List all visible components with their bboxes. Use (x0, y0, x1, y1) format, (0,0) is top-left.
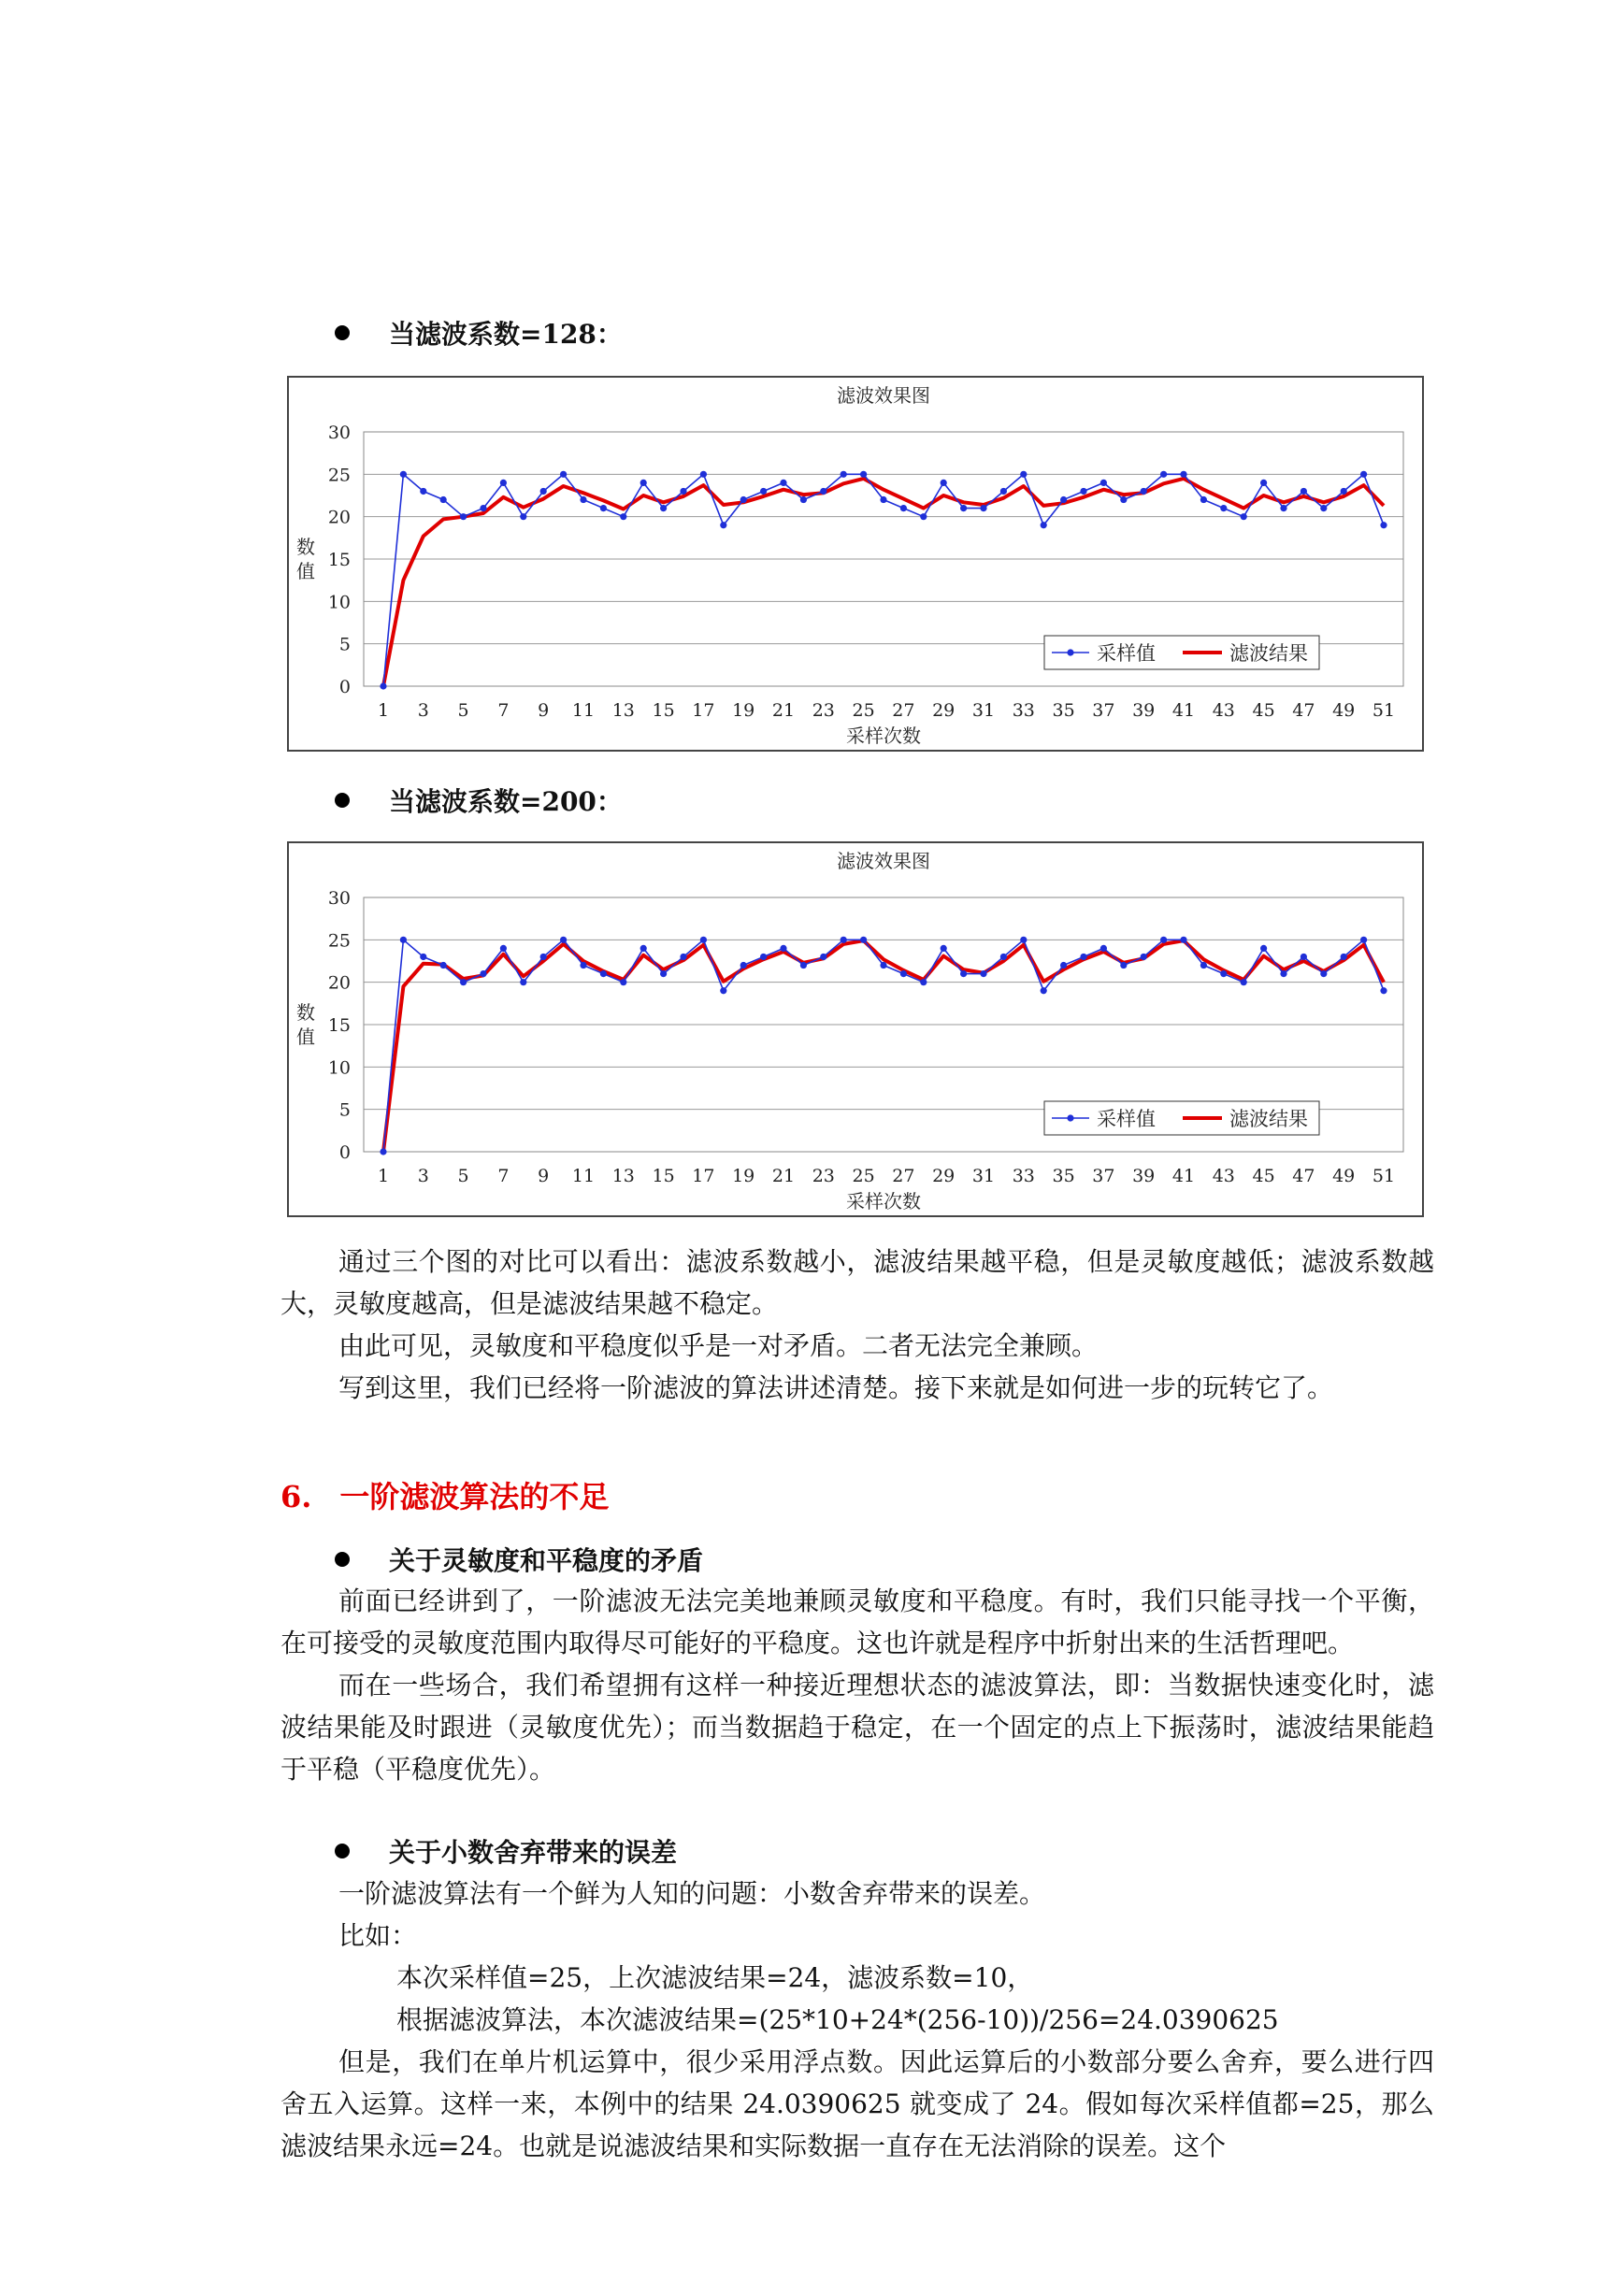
sample-point (680, 954, 686, 960)
paragraph: 但是，我们在单片机运算中，很少采用浮点数。因此运算后的小数部分要么舍弃，要么进行四舍五入运算。这样一来，本例中的结果 24.0390625 就变成了 24。假如每次采样值都=25，那么滤波结果永远=24。也就是说滤波结果和实际数据一直存在无法消除的误差。这个 (280, 2046, 1434, 2161)
x-tick-label: 35 (1052, 700, 1075, 721)
comparison-text (280, 1241, 1434, 1409)
sensitivity-text (280, 1580, 1434, 1790)
sample-point (1160, 471, 1167, 478)
sample-point (941, 480, 947, 486)
sample-point (1280, 505, 1286, 511)
sample-point (740, 496, 747, 503)
y-tick-label: 25 (327, 465, 351, 486)
sample-point (600, 505, 607, 511)
y-tick-label: 0 (338, 677, 351, 697)
sample-point (1301, 488, 1307, 495)
sample-point (1241, 979, 1247, 985)
sample-point (580, 962, 586, 969)
sample-point (1000, 488, 1007, 495)
x-tick-label: 37 (1092, 700, 1115, 721)
y-axis-label: 值 (296, 1026, 315, 1048)
sample-point (1080, 488, 1086, 495)
x-axis-label: 采样次数 (846, 1190, 921, 1213)
sample-point (760, 488, 767, 495)
sample-point (1220, 970, 1227, 977)
x-tick-label: 13 (611, 1166, 635, 1186)
sample-point (780, 480, 786, 486)
sample-point (941, 945, 947, 952)
sample-point (540, 488, 547, 495)
x-tick-label: 19 (732, 1166, 755, 1186)
x-tick-label: 39 (1132, 700, 1156, 721)
subheading-text: 关于小数舍弃带来的误差 (389, 1837, 678, 1868)
sample-point (820, 954, 826, 960)
y-axis-label: 值 (296, 560, 315, 582)
sample-point (520, 513, 526, 520)
sample-point (900, 505, 907, 511)
sample-point (420, 488, 426, 495)
sample-point (1380, 987, 1387, 994)
bullet-coef-200 (335, 782, 623, 819)
x-tick-label: 1 (377, 700, 390, 721)
sample-point (660, 970, 667, 977)
x-tick-label: 23 (812, 700, 835, 721)
x-tick-label: 39 (1132, 1166, 1156, 1186)
x-tick-label: 27 (892, 700, 915, 721)
x-tick-label: 51 (1372, 700, 1396, 721)
paragraph: 而在一些场合，我们希望拥有这样一种接近理想状态的滤波算法，即：当数据快速变化时，滤波结果能及时跟进（灵敏度优先）；而当数据趋于稳定，在一个固定的点上下振荡时，滤波结果能趋于平稳（平稳度优先）。 (280, 1670, 1434, 1785)
bullet-text: 当滤波系数=128： (389, 319, 623, 350)
x-tick-label: 25 (852, 1166, 875, 1186)
sample-point (1380, 522, 1387, 528)
sample-point (720, 987, 726, 994)
sample-point (960, 970, 967, 977)
sample-point (900, 970, 907, 977)
y-tick-label: 0 (338, 1142, 351, 1163)
sample-point (460, 513, 467, 520)
sample-point (760, 954, 767, 960)
x-tick-label: 15 (652, 1166, 675, 1186)
sample-point (1341, 954, 1347, 960)
sample-point (1360, 471, 1367, 478)
sample-point (580, 496, 586, 503)
sample-point (1260, 945, 1267, 952)
sample-point (1200, 496, 1207, 503)
sample-point (1100, 480, 1107, 486)
sample-point (560, 937, 567, 943)
chart-title: 滤波效果图 (837, 384, 930, 407)
sample-point (460, 979, 467, 985)
sample-point (1341, 488, 1347, 495)
sample-point (1180, 471, 1186, 478)
x-tick-label: 43 (1212, 700, 1235, 721)
x-tick-label: 25 (852, 700, 875, 721)
sample-point (860, 937, 867, 943)
x-tick-label: 27 (892, 1166, 915, 1186)
x-tick-label: 37 (1092, 1166, 1115, 1186)
section-number: 6. (280, 1479, 312, 1514)
sample-point (1220, 505, 1227, 511)
example-line: 根据滤波算法，本次滤波结果=(25*10+24*(256-10))/256=24.0390625 (396, 2004, 1279, 2035)
paragraph: 前面已经讲到了，一阶滤波无法完美地兼顾灵敏度和平稳度。有时，我们只能寻找一个平衡，在可接受的灵敏度范围内取得尽可能好的平稳度。这也许就是程序中折射出来的生活哲理吧。 (280, 1586, 1434, 1658)
sample-point (920, 513, 927, 520)
sample-point (1080, 954, 1086, 960)
legend-label: 滤波结果 (1229, 1108, 1308, 1130)
sample-point (980, 505, 986, 511)
x-tick-label: 29 (932, 700, 956, 721)
sample-point (480, 970, 486, 977)
section-heading (280, 1473, 637, 1516)
sample-point (520, 979, 526, 985)
sample-point (500, 480, 507, 486)
bullet-dot-icon (335, 1552, 350, 1567)
line-chart-1 (289, 378, 1422, 750)
sample-point (920, 979, 927, 985)
y-tick-label: 30 (327, 888, 351, 909)
sample-point (1360, 937, 1367, 943)
y-tick-label: 5 (338, 634, 351, 655)
y-tick-label: 20 (327, 972, 351, 994)
sample-point (1100, 945, 1107, 952)
x-tick-label: 17 (692, 700, 715, 721)
sample-point (1120, 496, 1127, 503)
x-tick-label: 47 (1292, 1166, 1315, 1186)
x-tick-label: 33 (1012, 1166, 1035, 1186)
sample-point (1141, 954, 1147, 960)
x-axis-label: 采样次数 (846, 725, 921, 747)
sample-point (1020, 471, 1027, 478)
chart-title: 滤波效果图 (837, 850, 930, 872)
legend-label: 采样值 (1097, 1108, 1156, 1130)
paragraph: 写到这里，我们已经将一阶滤波的算法讲述清楚。接下来就是如何进一步的玩转它了。 (338, 1372, 1334, 1403)
sample-point (420, 954, 426, 960)
sample-point (1280, 970, 1286, 977)
sample-point (860, 471, 867, 478)
x-tick-label: 11 (571, 700, 596, 721)
y-tick-label: 15 (327, 550, 351, 570)
legend-marker-icon (1067, 649, 1073, 655)
sample-point (780, 945, 786, 952)
x-tick-label: 47 (1292, 700, 1315, 721)
legend-marker-icon (1067, 1114, 1073, 1121)
sample-point (440, 496, 447, 503)
sample-point (880, 496, 886, 503)
sample-point (400, 937, 407, 943)
subheading-text: 关于灵敏度和平稳度的矛盾 (389, 1545, 704, 1576)
y-tick-label: 20 (327, 507, 351, 528)
bullet-dot-icon (335, 325, 350, 340)
x-tick-label: 1 (377, 1166, 390, 1186)
x-tick-label: 13 (611, 700, 635, 721)
rounding-text (280, 1873, 1434, 2167)
sample-point (620, 513, 626, 520)
sample-point (1020, 937, 1027, 943)
x-tick-label: 45 (1252, 700, 1275, 721)
sample-point (1060, 962, 1067, 969)
x-tick-label: 31 (971, 700, 996, 721)
x-tick-label: 17 (692, 1166, 715, 1186)
x-tick-label: 29 (932, 1166, 956, 1186)
legend-label: 滤波结果 (1229, 642, 1308, 665)
sample-point (1241, 513, 1247, 520)
legend-label: 采样值 (1097, 642, 1156, 665)
sample-point (380, 1148, 386, 1155)
sample-point (640, 945, 647, 952)
sample-point (800, 496, 807, 503)
sample-point (700, 937, 707, 943)
sample-point (1160, 937, 1167, 943)
paragraph: 由此可见，灵敏度和平稳度似乎是一对矛盾。二者无法完全兼顾。 (338, 1330, 1099, 1361)
sample-point (880, 962, 886, 969)
bullet-dot-icon (335, 1844, 350, 1858)
section-title: 一阶滤波算法的不足 (339, 1479, 610, 1514)
sample-point (1320, 505, 1327, 511)
sample-point (500, 945, 507, 952)
sample-point (380, 682, 386, 689)
sample-point (1120, 962, 1127, 969)
x-tick-label: 35 (1052, 1166, 1075, 1186)
sample-point (560, 471, 567, 478)
x-tick-label: 43 (1212, 1166, 1235, 1186)
paragraph: 通过三个图的对比可以看出：滤波系数越小，滤波结果越平稳，但是灵敏度越低；滤波系数越大，灵敏度越高，但是滤波结果越不稳定。 (280, 1246, 1434, 1319)
sample-point (960, 505, 967, 511)
x-tick-label: 7 (497, 700, 510, 721)
sample-point (1260, 480, 1267, 486)
x-tick-label: 5 (457, 700, 469, 721)
y-tick-label: 10 (327, 1057, 351, 1079)
subheading-sensitivity (335, 1541, 703, 1578)
x-tick-label: 41 (1171, 700, 1196, 721)
x-tick-label: 9 (538, 1166, 550, 1186)
x-tick-label: 15 (652, 700, 675, 721)
sample-point (1180, 937, 1186, 943)
sample-point (1320, 970, 1327, 977)
x-tick-label: 31 (971, 1166, 996, 1186)
x-tick-label: 11 (571, 1166, 596, 1186)
chart-panel-1 (287, 376, 1424, 752)
sample-point (841, 471, 847, 478)
sample-point (600, 970, 607, 977)
sample-point (740, 962, 747, 969)
sample-point (540, 954, 547, 960)
bullet-coef-128 (335, 314, 623, 352)
sample-point (680, 488, 686, 495)
sample-point (400, 471, 407, 478)
sample-point (700, 471, 707, 478)
x-tick-label: 33 (1012, 700, 1035, 721)
sample-point (1141, 488, 1147, 495)
y-axis-label: 数 (296, 1001, 315, 1024)
subheading-rounding (335, 1832, 677, 1870)
example-line: 本次采样值=25，上次滤波结果=24，滤波系数=10， (396, 1962, 1034, 1993)
x-tick-label: 3 (417, 700, 429, 721)
x-tick-label: 21 (771, 700, 796, 721)
x-tick-label: 23 (812, 1166, 835, 1186)
sample-point (720, 522, 726, 528)
sample-point (1041, 987, 1047, 994)
sample-point (1200, 962, 1207, 969)
x-tick-label: 5 (457, 1166, 469, 1186)
sample-point (620, 979, 626, 985)
x-tick-label: 41 (1171, 1166, 1196, 1186)
x-tick-label: 7 (497, 1166, 510, 1186)
sample-point (660, 505, 667, 511)
sample-point (1041, 522, 1047, 528)
sample-point (800, 962, 807, 969)
sample-point (980, 970, 986, 977)
sample-point (841, 937, 847, 943)
chart-panel-2 (287, 841, 1424, 1217)
y-tick-label: 15 (327, 1015, 351, 1036)
bullet-text: 当滤波系数=200： (389, 786, 623, 817)
sample-point (480, 505, 486, 511)
sample-point (1060, 496, 1067, 503)
y-tick-label: 5 (338, 1099, 351, 1121)
y-axis-label: 数 (296, 536, 315, 558)
paragraph: 比如： (338, 1920, 418, 1951)
x-tick-label: 19 (732, 700, 755, 721)
sample-point (1000, 954, 1007, 960)
paragraph: 一阶滤波算法有一个鲜为人知的问题：小数舍弃带来的误差。 (338, 1878, 1046, 1909)
sample-point (820, 488, 826, 495)
x-tick-label: 9 (538, 700, 550, 721)
x-tick-label: 49 (1332, 700, 1356, 721)
y-tick-label: 10 (327, 592, 351, 613)
line-chart-2 (289, 843, 1422, 1215)
sample-point (1301, 954, 1307, 960)
bullet-dot-icon (335, 793, 350, 808)
y-tick-label: 25 (327, 930, 351, 952)
x-tick-label: 45 (1252, 1166, 1275, 1186)
x-tick-label: 51 (1372, 1166, 1396, 1186)
x-tick-label: 21 (771, 1166, 796, 1186)
x-tick-label: 3 (417, 1166, 429, 1186)
sample-point (440, 962, 447, 969)
x-tick-label: 49 (1332, 1166, 1356, 1186)
y-tick-label: 30 (327, 423, 351, 443)
sample-point (640, 480, 647, 486)
